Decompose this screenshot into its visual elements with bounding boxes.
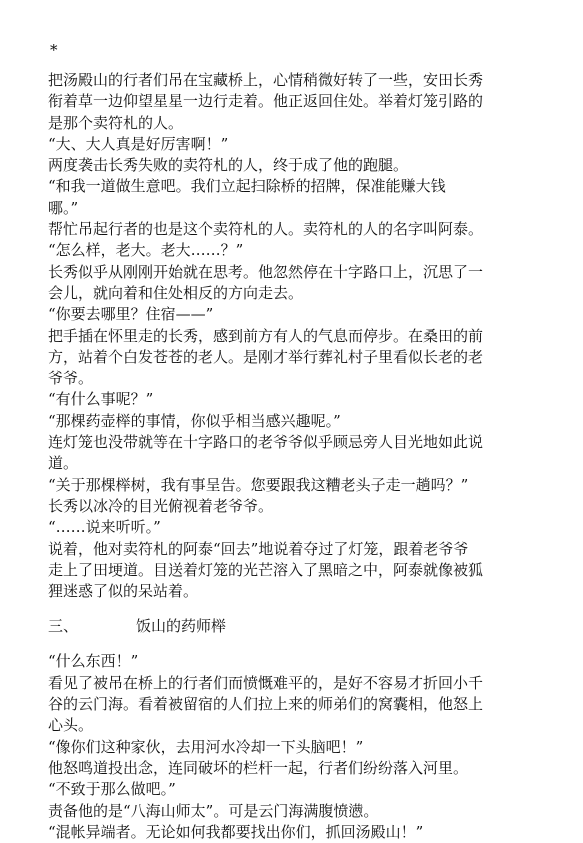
- text-line: 连灯笼也没带就等在十字路口的老爷爷似乎顾忌旁人目光地如此说: [48, 433, 484, 452]
- chapter-number: 三、: [48, 617, 79, 636]
- document-page: [48, 40, 558, 843]
- text-line: 长秀以冰冷的目光俯视着老爷爷。: [48, 496, 274, 515]
- text-line: “那棵药壶榉的事情，你似乎相当感兴趣呢。”: [48, 411, 341, 430]
- text-line: 责备他的是“八海山师太”。可是云门海满腹愤懑。: [48, 801, 379, 820]
- text-line: 长秀似乎从刚刚开始就在思考。他忽然停在十字路口上，沉思了一: [48, 262, 484, 281]
- text-line: 谷的云门海。看着被留宿的人们拉上来的师弟们的窝囊相，他怒上: [48, 695, 484, 714]
- spacer: [48, 602, 558, 616]
- text-line: 方，站着个白发苍苍的老人。是刚才举行葬礼村子里看似长老的老: [48, 347, 484, 366]
- text-line: 爷爷。: [48, 369, 94, 388]
- text-line: 帮忙吊起行者的也是这个卖符札的人。卖符札的人的名字叫阿泰。: [48, 220, 484, 239]
- text-line: “……说来听听。”: [48, 518, 161, 537]
- spacer: [48, 637, 558, 651]
- text-line: 他怒鸣道投出念，连同破坏的栏杆一起，行者们纷纷落入河里。: [48, 758, 469, 777]
- text-line: “关于那棵榉树，我有事呈告。您要跟我这糟老头子走一趟吗？”: [48, 475, 469, 494]
- text-line: “什么东西！”: [48, 652, 139, 671]
- text-line: “混帐异端者。无论如何我都要找出你们，抓回汤殿山！”: [48, 822, 424, 841]
- text-line: 狸迷惑了似的呆站着。: [48, 582, 199, 601]
- text-line: “你要去哪里？住宿——”: [48, 305, 214, 324]
- text-line: “大、大人真是好厉害啊！”: [48, 134, 229, 153]
- text-line: 哪。”: [48, 198, 79, 217]
- chapter-title: 饭山的药师榉: [136, 617, 227, 636]
- text-line: 衔着草一边仰望星星一边行走着。他正返回住处。举着灯笼引路的: [48, 92, 484, 111]
- text-line: 道。: [48, 454, 79, 473]
- text-block-1: [48, 70, 558, 602]
- text-line: 是那个卖符札的人。: [48, 113, 184, 132]
- text-line: “有什么事呢？”: [48, 390, 154, 409]
- text-line: 把手插在怀里走的长秀，感到前方有人的气息而停步。在桑田的前: [48, 326, 484, 345]
- text-line: 走上了田埂道。目送着灯笼的光芒溶入了黑暗之中，阿泰就像被狐: [48, 560, 484, 579]
- text-line: 说着，他对卖符札的阿泰“回去”地说着夺过了灯笼，跟着老爷爷: [48, 539, 469, 558]
- text-line: “和我一道做生意吧。我们立起扫除桥的招牌，保准能赚大钱: [48, 177, 446, 196]
- text-line: “不致于那么做吧。”: [48, 780, 176, 799]
- text-line: 心头。: [48, 716, 94, 735]
- chapter-heading: [48, 616, 558, 637]
- text-line: 会儿，就向着和住处相反的方向走去。: [48, 283, 304, 302]
- text-line: “怎么样，老大。老大……？”: [48, 241, 244, 260]
- text-line: 看见了被吊在桥上的行者们而愤慨难平的，是好不容易才折回小千: [48, 673, 484, 692]
- section-separator: *: [50, 41, 58, 59]
- text-line: 把汤殿山的行者们吊在宝藏桥上，心情稍微好转了一些，安田长秀: [48, 71, 484, 89]
- text-line: 两度袭击长秀失败的卖符札的人，终于成了他的跑腿。: [48, 156, 409, 175]
- text-block-2: [48, 651, 558, 843]
- text-line: “像你们这种家伙，去用河水冷却一下头脑吧！”: [48, 737, 364, 756]
